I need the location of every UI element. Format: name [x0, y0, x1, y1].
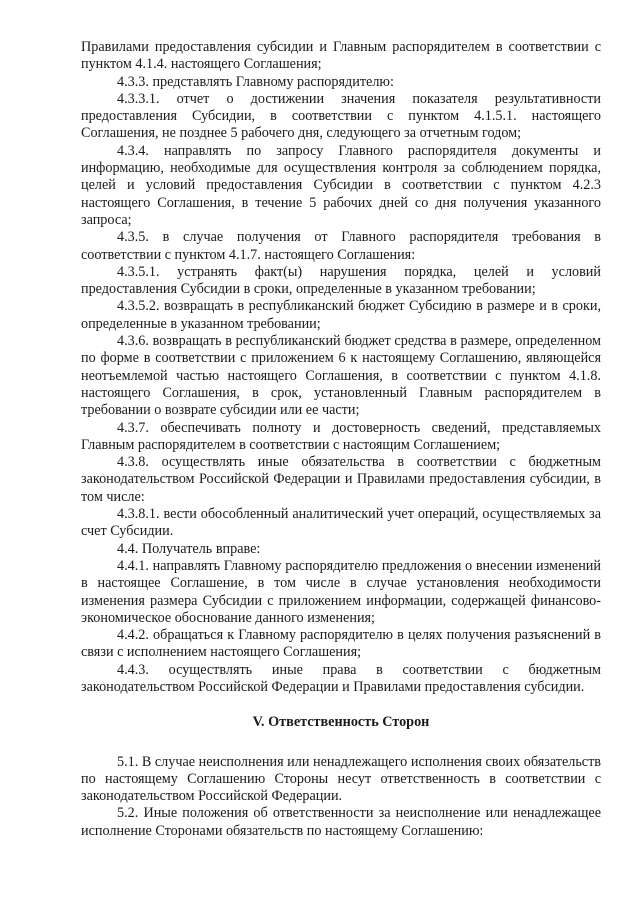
- paragraph-4-4-2: 4.4.2. обращаться к Главному распорядителю в целях получения разъяснений в связи с исполнением настоящего Соглашения;: [81, 627, 601, 661]
- paragraph-4-4-1: 4.4.1. направлять Главному распорядителю предложения о внесении изменений в настоящее Соглашение, в том числе в случае установления необходимости изменения размера Субсидии с приложением информации, содержащей финансово-экономическое обоснование данного изменения;: [81, 557, 601, 626]
- paragraph-4-3-5: 4.3.5. в случае получения от Главного распорядителя требования в соответствии с пунктом 4.1.7. настоящего Соглашения:: [81, 229, 601, 263]
- document-page: [81, 39, 601, 840]
- paragraph-4-3-6: 4.3.6. возвращать в республиканский бюджет средства в размере, определенном по форме в соответствии с приложением 6 к настоящему Соглашению, являющейся неотъемлемой частью настоящего Соглашения, в соответствии с пунктом 4.1.8. настоящего Соглашения, в срок, установленный Главным распорядителем в требовании о возврате субсидии или ее части;: [81, 333, 601, 419]
- paragraph-4-3-4: 4.3.4. направлять по запросу Главного распорядителя документы и информацию, необходимые для осуществления контроля за соблюдением порядка, целей и условий предоставления Субсидии в соответствии с пунктом 4.2.3 настоящего Соглашения, в течение 5 рабочих дней со дня получения указанного запроса;: [81, 142, 601, 228]
- paragraph-continuation: Правилами предоставления субсидии и Главным распорядителем в соответствии с пунктом 4.1.4. настоящего Соглашения;: [81, 39, 601, 73]
- paragraph-4-4: 4.4. Получатель вправе:: [117, 540, 261, 557]
- paragraph-4-4-3: 4.4.3. осуществлять иные права в соответствии с бюджетным законодательством Российской Федерации и Правилами предоставления субсидии.: [81, 661, 601, 695]
- paragraph-4-3-5-2: 4.3.5.2. возвращать в республиканский бюджет Субсидию в размере и в сроки, определенные в указанном требовании;: [81, 298, 601, 332]
- paragraph-4-3-8: 4.3.8. осуществлять иные обязательства в соответствии с бюджетным законодательством Российской Федерации и Правилами предоставления субсидии, в том числе:: [81, 454, 601, 505]
- paragraph-4-3-3: 4.3.3. представлять Главному распорядителю:: [117, 73, 394, 90]
- paragraph-4-3-7: 4.3.7. обеспечивать полноту и достоверность сведений, представляемых Главным распорядителем в соответствии с настоящим Соглашением;: [81, 419, 601, 453]
- paragraph-5-1: 5.1. В случае неисполнения или ненадлежащего исполнения своих обязательств по настоящему Соглашению Стороны несут ответственность в соответствии с законодательством Российской Федерации.: [81, 753, 601, 805]
- section-heading: V. Ответственность Сторон: [252, 714, 430, 731]
- paragraph-5-2: 5.2. Иные положения об ответственности за неисполнение или ненадлежащее исполнение Сторонами обязательств по настоящему Соглашению:: [81, 805, 601, 839]
- paragraph-4-3-3-1: 4.3.3.1. отчет о достижении значения показателя результативности предоставления Субсидии, в соответствии с пунктом 4.1.5.1. настоящего Соглашения, не позднее 5 рабочего дня, следующего за отчетным годом;: [81, 90, 601, 142]
- paragraph-4-3-8-1: 4.3.8.1. вести обособленный аналитический учет операций, осуществляемых за счет Субсидии.: [81, 506, 601, 540]
- paragraph-4-3-5-1: 4.3.5.1. устранять факт(ы) нарушения порядка, целей и условий предоставления Субсидии в сроки, определенные в указанном требовании;: [81, 263, 601, 298]
